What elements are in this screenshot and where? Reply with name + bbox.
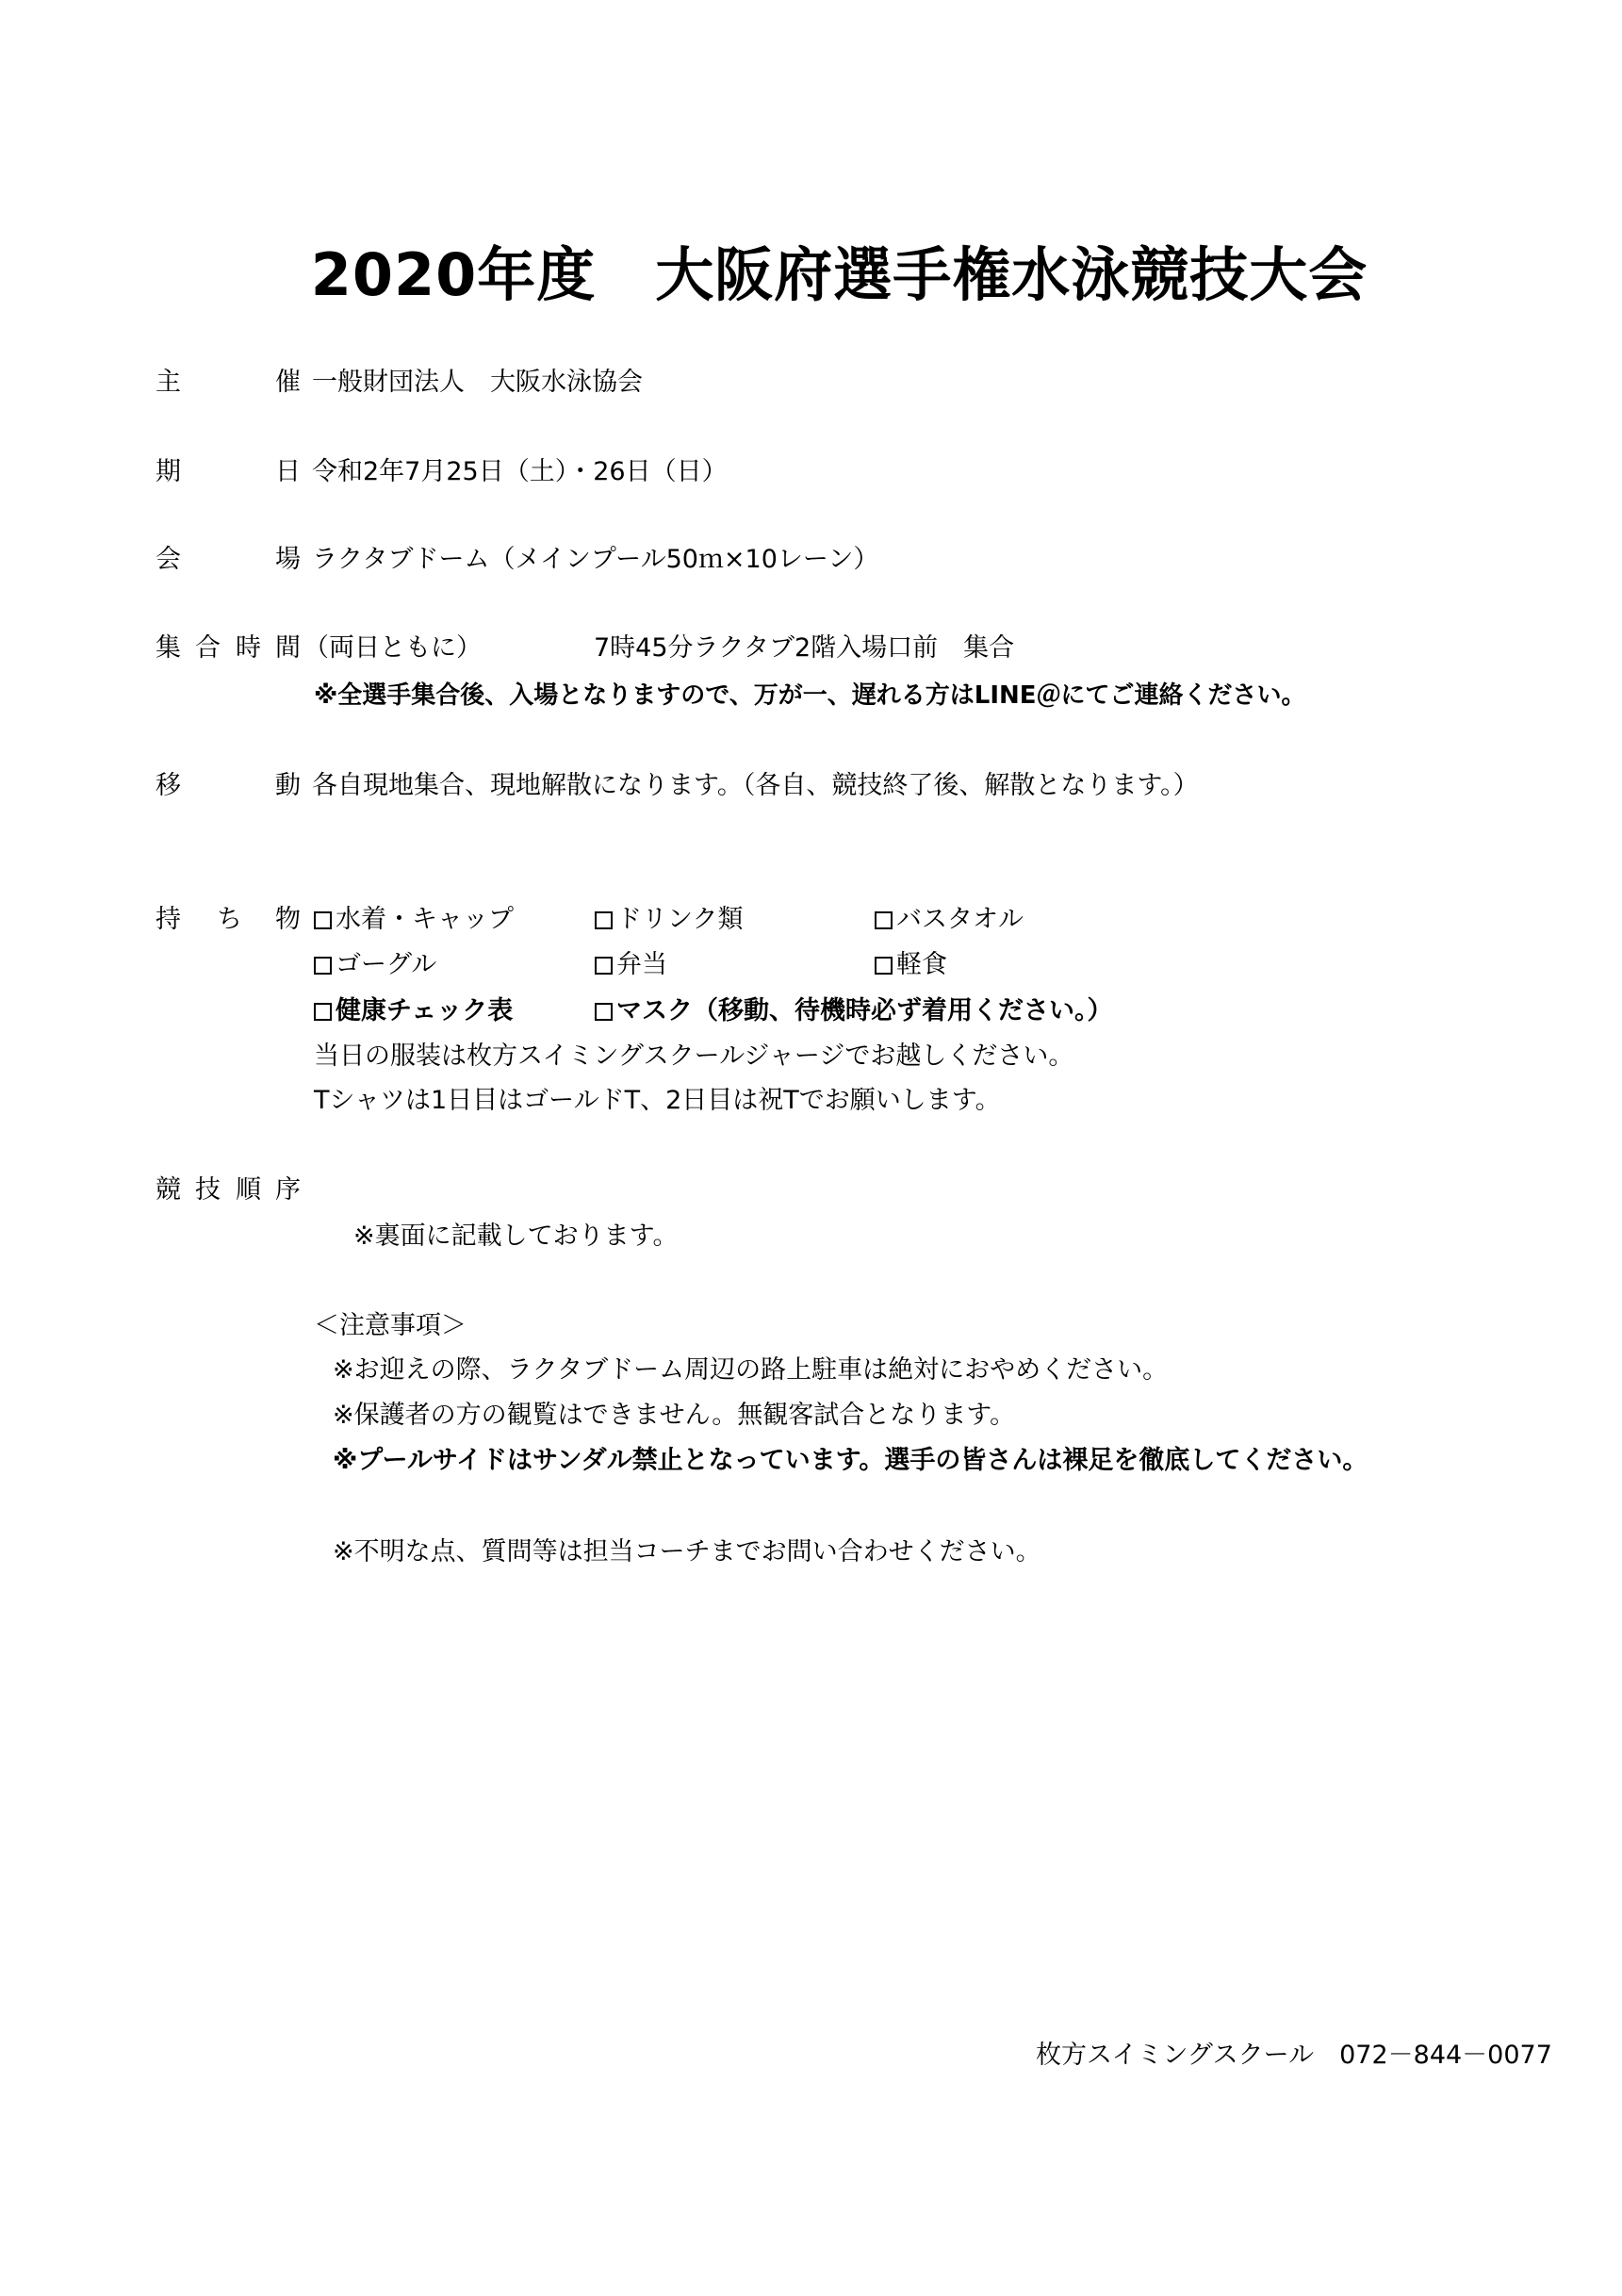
- checkbox-icon: [314, 957, 332, 975]
- assembly-note: ※全選手集合後、入場となりますので、万が一、遅れる方はLINE＠にてご連絡ください。: [314, 681, 1306, 710]
- tshirt-note: Tシャツは1日目はゴールドT、2日目は祝Tでお願いします。: [314, 1086, 1001, 1115]
- checklist-item: ゴーグル: [314, 948, 436, 982]
- caution-item: ※プールサイドはサンダル禁止となっています。選手の皆さんは裸足を徹底してください。: [333, 1446, 1368, 1475]
- order-note: ※裏面に記載しております。: [353, 1222, 679, 1251]
- checkbox-icon: [314, 1003, 332, 1021]
- organizer-value: 一般財団法人 大阪水泳協会: [312, 368, 643, 397]
- caution-item: ※保護者の方の観覧はできません。無観客試合となります。: [333, 1401, 1016, 1430]
- checklist-item: マスク（移動、待機時必ず着用ください。）: [595, 994, 1113, 1028]
- checkbox-icon: [595, 957, 613, 975]
- assembly-detail: 7時45分ラクタブ2階入場口前 集合: [594, 633, 1015, 663]
- checkbox-icon: [314, 911, 332, 929]
- checklist-item: 弁当: [595, 948, 667, 982]
- footer-contact: 枚方スイミングスクール 072－844－0077: [1036, 2041, 1552, 2070]
- clothing-note: 当日の服装は枚方スイミングスクールジャージでお越しください。: [314, 1041, 1074, 1071]
- assembly-value: （両日ともに）: [303, 633, 482, 663]
- cautions-heading: ＜注意事項＞: [314, 1311, 467, 1340]
- checklist-item: バスタオル: [875, 903, 1024, 937]
- contact-note: ※不明な点、質問等は担当コーチまでお問い合わせください。: [333, 1537, 1041, 1566]
- transport-value: 各自現地集合、現地解散になります。（各自、競技終了後、解散となります。）: [312, 771, 1199, 800]
- checkbox-icon: [875, 957, 893, 975]
- checkbox-icon: [595, 911, 613, 929]
- caution-item: ※お迎えの際、ラクタブドーム周辺の路上駐車は絶対におやめください。: [333, 1355, 1169, 1385]
- checklist-item: 健康チェック表: [314, 994, 513, 1028]
- checkbox-icon: [875, 911, 893, 929]
- page-title: 2020年度 大阪府選手権水泳競技大会: [310, 240, 1368, 309]
- checkbox-icon: [595, 1003, 613, 1021]
- venue-value: ラクタブドーム（メインプール50ｍ×10レーン）: [312, 545, 879, 574]
- checklist-item: 水着・キャップ: [314, 903, 514, 937]
- checklist-item: 軽食: [875, 948, 947, 982]
- checklist-item: ドリンク類: [595, 903, 743, 937]
- date-value: 令和2年7月25日（土）・26日（日）: [312, 457, 728, 486]
